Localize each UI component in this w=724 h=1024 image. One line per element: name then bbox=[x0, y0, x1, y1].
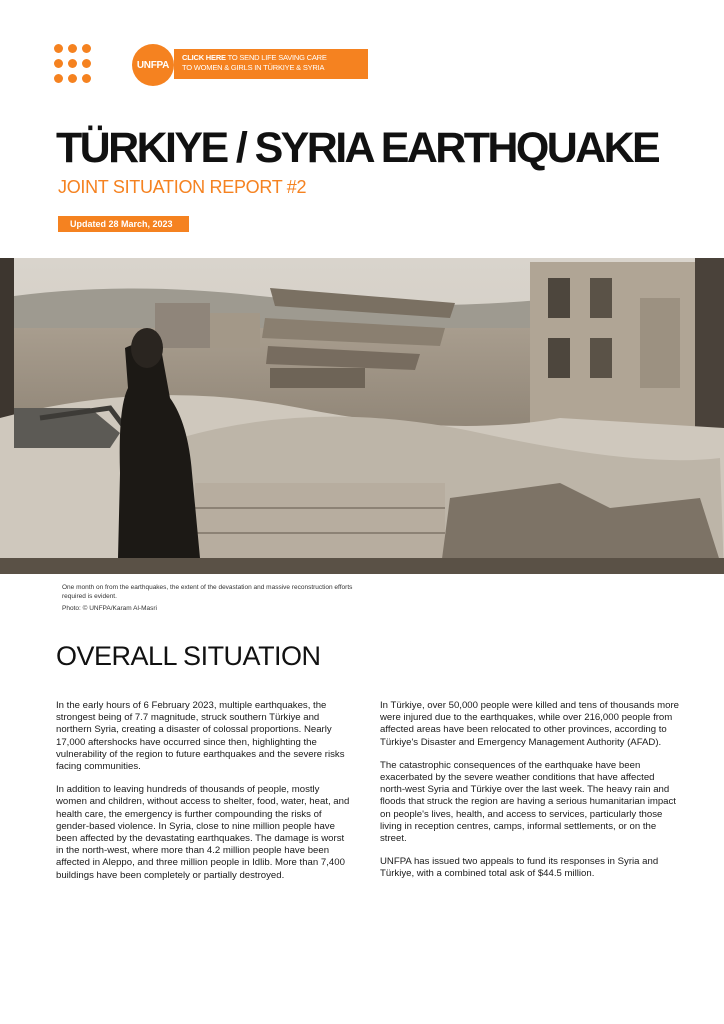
body-paragraph: UNFPA has issued two appeals to fund its responses in Syria and Türkiye, with a combined total ask of $44.5 million. bbox=[380, 856, 659, 880]
unfpa-logo bbox=[54, 44, 170, 86]
report-subtitle: JOINT SITUATION REPORT #2 bbox=[58, 177, 307, 197]
cta-bold-text: CLICK HERE bbox=[182, 53, 226, 62]
photo-credit: Photo: © UNFPA/Karam Al-Masri bbox=[62, 605, 157, 612]
body-paragraph: In Türkiye, over 50,000 people were killed and tens of thousands more were injured due to the earthquakes, while over 216,000 people from affected areas have been relocated to other provinces, according to Türkiye's Disaster and Emergency Management Authority (AFAD). bbox=[380, 700, 680, 748]
cta-line-1 bbox=[182, 53, 368, 63]
donate-cta-button[interactable] bbox=[174, 49, 368, 79]
section-heading: OVERALL SITUATION bbox=[56, 641, 321, 671]
body-paragraph: In addition to leaving hundreds of thousands of people, mostly women and children, without access to shelter, food, water, heat, and health care, the emergency is further compounding the risks of gender-based violence. In Syria, close to nine million people have been affected by the devastating earthquakes. The damage is worst in the north-west, where more than 4.2 million people have been affected in Aleppo, and three million people in Idlib. More than 7,400 buildings have been completely or partially destroyed. bbox=[56, 784, 350, 881]
rubble-scene-image bbox=[0, 258, 724, 574]
caption-text: One month on from the earthquakes, the extent of the devastation and massive reconstruction efforts required is evident. bbox=[62, 584, 353, 600]
report-title: TÜRKIYE / SYRIA EARTHQUAKE bbox=[56, 124, 659, 172]
right-column bbox=[380, 700, 680, 892]
cta-line-2: TO WOMEN & GIRLS IN TÜRKIYE & SYRIA bbox=[182, 63, 325, 72]
body-paragraph: In the early hours of 6 February 2023, multiple earthquakes, the strongest being of 7.7 magnitude, struck southern Türkiye and northern Syria, creating a disaster of colossal proportions. Nearly 17,000 aftershocks have occurred since then, highlighting the vulnerability of the region to future earthquakes and the severe risks facing communities. bbox=[56, 700, 345, 773]
updated-date-badge: Updated 28 March, 2023 bbox=[58, 216, 189, 232]
body-paragraph: The catastrophic consequences of the earthquake have been exacerbated by the severe weather conditions that have affected north-west Syria and Türkiye over the last week. The heavy rain and floods that struck the region are having a serious humanitarian impact on people's lives, health, and access to services, particularly those living in reception centres, camps, informal settlements, or on the street. bbox=[380, 759, 676, 845]
photo-caption bbox=[62, 584, 362, 614]
left-column bbox=[56, 700, 352, 893]
earthquake-photo bbox=[0, 258, 724, 574]
people-dots-icon bbox=[54, 44, 98, 86]
cta-line-1-rest: TO SEND LIFE SAVING CARE bbox=[225, 53, 327, 62]
unfpa-logo-text: UNFPA bbox=[132, 44, 174, 86]
